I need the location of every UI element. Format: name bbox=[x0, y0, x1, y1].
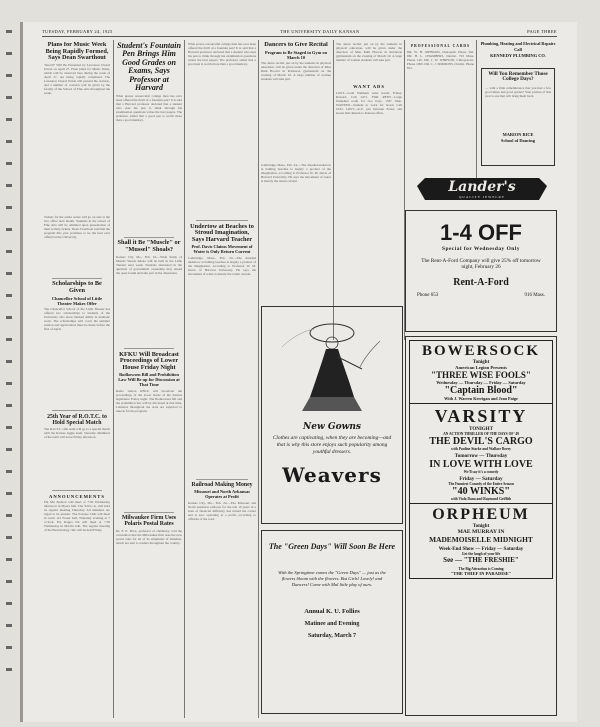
orpheum-show3: See — "THE FRESHIE" bbox=[443, 556, 519, 564]
headline-scholarships: Scholarships to Be Given bbox=[52, 280, 102, 294]
varsity-tomorrow: Tomorrow — Thursday bbox=[454, 453, 508, 459]
orpheum-title: ORPHEUM bbox=[432, 506, 530, 523]
varsity-cast2: We'll say it's a comedy bbox=[463, 470, 499, 474]
article-dancers-cont: Cambridge, Mass., Feb. 24.—The dreaded undertow at bathing beaches is largely a product of the imagination, according to Professor W. M. Davis of Harvard University. He says the movement of water is merely the return current. bbox=[261, 162, 331, 183]
want-ads-list: LOST—Gold Waltham wrist watch, Friday. Reward. Call 2471. FOR RENT—Large furnished room for two boys. 1337 Ohio. WANTED—Student to work for board. Call 1043. LOST—K.U. pin between Fraser and Green hall. Return to Kansan office. bbox=[336, 90, 402, 115]
masthead-page: PAGE THREE bbox=[527, 29, 557, 34]
plumbing-name: KENNEDY PLUMBING CO. bbox=[490, 53, 546, 59]
varsity-block bbox=[409, 404, 553, 504]
article-scholarships: The Chancellor School of the Little Theater has offered two scholarships to students of the University who show marked ability in dramatic work. The scholarships will cover the summer session and applications must be made before the first of April. bbox=[44, 307, 110, 332]
bowersock-cast: With J. Warren Kerrigan and Jean Paige bbox=[444, 396, 518, 401]
masthead bbox=[42, 29, 557, 37]
weavers-logo: Weavers bbox=[282, 463, 382, 488]
orpheum-foot: The Big Attraction is Coming bbox=[458, 567, 504, 571]
headline-announcements: ANNOUNCEMENTS bbox=[49, 493, 105, 499]
varsity-cast3: with Viola Dana and Raymond Griffith bbox=[450, 497, 512, 501]
ad-theaters bbox=[405, 336, 557, 716]
rentaford-name: Rent-A-Ford bbox=[453, 277, 509, 288]
remember-sub: School of Dancing bbox=[501, 137, 535, 143]
varsity-cast: with Pauline Starke and Wallace Beery bbox=[451, 447, 511, 451]
orpheum-sub: Get the laugh of your life bbox=[461, 552, 501, 556]
subhead-kfku: Bodkowsen Bill and Prohibition Law Will Be up for Discussion at That Time bbox=[118, 372, 180, 388]
weavers-body: Clothes are captivating, when they are becoming—and that is why this store enjoys such popularity among youthful dressers. bbox=[272, 435, 392, 455]
masthead-date: TUESDAY, FEBRUARY 24, 1925 bbox=[42, 29, 113, 34]
bowersock-tonight: Tonight bbox=[472, 360, 490, 365]
column-5 bbox=[336, 42, 402, 302]
want-ads-title: WANT ADS bbox=[353, 84, 385, 89]
article-fountain-pen-cont: What proud, resourceful college man has ever been offered the thrill of a fountain pen? It is said that a Harvard professor declared that a student who uses his pen to think through his examination questions writes the best papers. The professor added that a good pen is worth more than a good memory. bbox=[188, 42, 256, 67]
article-misc: The dance recital, put on by the students in physical education, will be given under the direction of Miss Ruth Hoover in Robinson gymnasium on the evening of March 10. A large number of women students will take part. bbox=[336, 42, 402, 63]
headline-dancers: Dancers to Give Recital bbox=[264, 42, 328, 48]
article-rotc: The R.O.T.C. rifle team will go to a special match with the Kansas Aggie team, Saturday. Members of the team will leave Friday afternoon. bbox=[44, 427, 110, 440]
headline-milwaukee: Milwaukee Firm Uses Polaris Postal Rates bbox=[121, 515, 177, 528]
professional-cards bbox=[407, 42, 474, 172]
plumbing-call: Call bbox=[514, 47, 522, 53]
headline-kfku: KFKU Will Broadcast Proceedings of Lower House Friday Night bbox=[119, 350, 179, 371]
greendays-headline: The "Green Days" Will Soon Be Here bbox=[268, 542, 396, 551]
rentaford-phone: Phone 653 bbox=[417, 293, 439, 298]
headline-railroad: Railroad Making Money bbox=[191, 482, 253, 489]
rentaford-headline: 1-4 OFF bbox=[440, 220, 522, 245]
column-4 bbox=[261, 42, 331, 302]
column-7 bbox=[479, 42, 557, 172]
headline-music-week: Plans for Music Week Being Rapidly Formed, Says Dean Swarthout bbox=[45, 42, 109, 62]
rentaford-line1: Special for Wednesday Only bbox=[442, 246, 520, 252]
headline-undertow: Undertow at Beaches to Stroud Imagination, Says Harvard Teacher bbox=[190, 222, 254, 243]
article-milwaukee: Dr. F. E. Price, professor of chemistry, told the convention that the Milwaukee firm uses the new postal rates for all of its shipments of bulletins, which are sent to readers throughout the country. bbox=[116, 529, 182, 546]
subhead-scholarships: Chancellor School of Little Theater Makes Offer bbox=[51, 295, 103, 306]
greendays-body: With the Springtime comes the "Green Days" — just as the flowers bloom with the flowers. But Girls! Lovely! and Dancers! Come with Mal little play of ours. bbox=[278, 569, 386, 588]
rentaford-address: 916 Mass. bbox=[524, 293, 545, 298]
column-rule bbox=[184, 40, 185, 718]
headline-fountain-pen: Student's Fountain Pen Brings Him Good Grades on Exams, Says Professor at Harvard bbox=[117, 42, 181, 92]
cards-title: PROFESSIONAL CARDS bbox=[410, 44, 471, 48]
greendays-line2: Matinee and Evening bbox=[304, 621, 360, 628]
bowersock-title: BOWERSOCK bbox=[421, 343, 541, 359]
article-music-week: "Recall" Will Be Presented by Lawrence Choral Union on April 27. Final plans for Music Week, which will be observed here during the week of April 27, are being rapidly completed. The Lawrence Choral Union will present the oratorio, and a number of concerts will be given by the faculty of the School of Fine Arts throughout the week. bbox=[44, 63, 110, 96]
ad-weavers bbox=[261, 306, 403, 524]
ad-remember bbox=[481, 68, 555, 166]
orpheum-foot2: "THE THIEF IN PARADISE" bbox=[450, 571, 512, 576]
plumbing-title: Plumbing, Heating and Electrical Repairs bbox=[480, 42, 556, 46]
binder-holes bbox=[6, 30, 12, 690]
article-undertow: Cambridge, Mass., Feb. 24.—The dreaded undertow at bathing beaches is largely a product of the imagination, according to Professor W. M. Davis of Harvard University. He says the movement of water is merely the return current. bbox=[188, 255, 256, 276]
rentaford-body: The Rent-A-Ford Company will give 25% off tomorrow night, February 26 bbox=[421, 258, 541, 270]
ad-rent-a-ford bbox=[405, 210, 557, 332]
article-dancers: The dance recital, put on by the students in physical education, will be given under the direction of Miss Ruth Hoover in Robinson gymnasium on the evening of March 10. A large number of women students will take part. bbox=[261, 61, 331, 82]
article-announcements: Phi Mu Epsilon will meet at 7:30 Wednesday afternoon in Myers hall. The Y.W.C.A. will hold its regular meeting Thursday. All members are urged to be present. The Pawnee Club will meet in room 112 Fraser hall, Thursday evening at 7 o'clock. Eta Kappa Nu will meet at 7:30 Wednesday in Marvin hall. The regular meeting of the Bacteriology club will be held Friday. bbox=[44, 500, 110, 533]
article-fountain-pen: What proud, resourceful college man has ever been offered the thrill of a fountain pen? It is said that a Harvard professor declared that a student who uses his pen to think through his examination questions writes the best papers. The professor added that a good pen is worth more than a good memory. bbox=[116, 93, 182, 122]
headline-rotc: 25th Year of R.O.T.C. to Hold Special Match bbox=[47, 413, 107, 426]
subhead-dancers: Program to Be Staged in Gym on March 10 bbox=[264, 49, 328, 60]
varsity-tag: AN ACTION THRILLER OF THE DAYS OF '49 bbox=[443, 432, 519, 436]
masthead-title: THE UNIVERSITY DAILY KANSAN bbox=[280, 29, 360, 34]
subhead-undertow: Prof. Davis Claims Movement of Water is Only Return Current bbox=[191, 244, 253, 255]
bowersock-days: Wednesday — Thursday — Friday — Saturday bbox=[436, 380, 526, 385]
ad-landers bbox=[407, 172, 557, 206]
greendays-line1: Annual K. U. Follies bbox=[304, 608, 360, 616]
bowersock-block bbox=[409, 340, 553, 404]
orpheum-show: MAE MURRAY IN bbox=[457, 529, 505, 535]
column-3 bbox=[188, 42, 256, 718]
greendays-line3: Saturday, March 7 bbox=[307, 633, 357, 640]
article-music-week-cont: Tickets for the entire series will go on sale at the box office next month. Students in the school of Fine Arts will be admitted upon presentation of their activity tickets. Dean Swarthout said that the program this year promises to be the best ever offered at the University. bbox=[44, 214, 110, 239]
subhead-railroad: Missouri and North Arkansas Operates at Profit bbox=[194, 489, 250, 500]
article-kfku: Radio station KFKU will broadcast the proceedings of the lower house of the Kansas legislature Friday night. The Bodkowsen bill and the prohibition law will be discussed at that time. Listeners throughout the state are expected to tune in for the program. bbox=[116, 388, 182, 413]
varsity-tonight: TONIGHT bbox=[469, 427, 493, 432]
column-2 bbox=[116, 42, 182, 718]
varsity-show2: IN LOVE WITH LOVE bbox=[429, 459, 533, 470]
column-rule bbox=[113, 40, 114, 718]
remember-headline: Will You Remember Those College Days? bbox=[488, 71, 548, 83]
orpheum-block bbox=[409, 504, 553, 579]
bowersock-present: American Legion Presents bbox=[455, 365, 507, 370]
lady-illustration bbox=[262, 307, 404, 417]
column-1 bbox=[44, 42, 110, 718]
varsity-title: VARSITY bbox=[434, 406, 528, 426]
headline-muscle-shoals: Shall it Be "Muscle" or "Mussel" Shoals? bbox=[117, 239, 181, 253]
landers-tag: QUALITY JEWELRY bbox=[458, 195, 506, 199]
ad-green-days bbox=[261, 530, 403, 714]
column-rule bbox=[333, 40, 334, 340]
landers-logo-text: Lander's bbox=[448, 179, 516, 195]
varsity-friday: Friday — Saturday bbox=[459, 476, 503, 482]
weavers-headline: New Gowns bbox=[303, 422, 361, 432]
orpheum-days: Week-End Show — Friday — Saturday bbox=[438, 547, 524, 552]
orpheum-tonight: Tonight bbox=[472, 524, 490, 529]
varsity-tag3: The Funniest Comedy of the Entire Season bbox=[448, 482, 514, 486]
article-railroad: Kansas City, Mo., Feb. 24.—The Missouri and North Arkansas railroad, for the last 10 years in a state of financial difficulty, has turned the corner and is now operating at a profit, according to officials of the road. bbox=[188, 500, 256, 521]
remember-name: MARION RICE bbox=[502, 131, 534, 137]
varsity-show: THE DEVIL'S CARGO bbox=[429, 436, 533, 447]
bowersock-feature: "Captain Blood" bbox=[444, 385, 518, 396]
orpheum-show2: MADEMOISELLE MIDNIGHT bbox=[429, 535, 533, 544]
bowersock-show: "THREE WISE FOOLS" bbox=[431, 370, 531, 380]
varsity-show3: "40 WINKS" bbox=[452, 486, 510, 497]
cards-list: DR. W. H. JOHNSON, Osteopath. Phone 342. DR. H. L. CHAMBERS, Dentist. 723 Mass. Phone 140. DR. J. W. O'BRYON, Chiropractor. Phone 1090. DR. C. J. SIMMONS, Oculist. Phone 812. bbox=[407, 49, 474, 70]
column-rule bbox=[258, 40, 259, 718]
article-muscle-shoals: Kansas City, Mo., Feb. 24.—Wide Study of Muscle Shoals debate will be held in the Little Theater next week. Students interested in the question of government ownership may attend the open forum and take part in the discussion. bbox=[116, 255, 182, 276]
remember-body: — with a little remembrance that you had a few good times and good grades? Your picture of this year is one that will bring them back. bbox=[485, 85, 551, 98]
